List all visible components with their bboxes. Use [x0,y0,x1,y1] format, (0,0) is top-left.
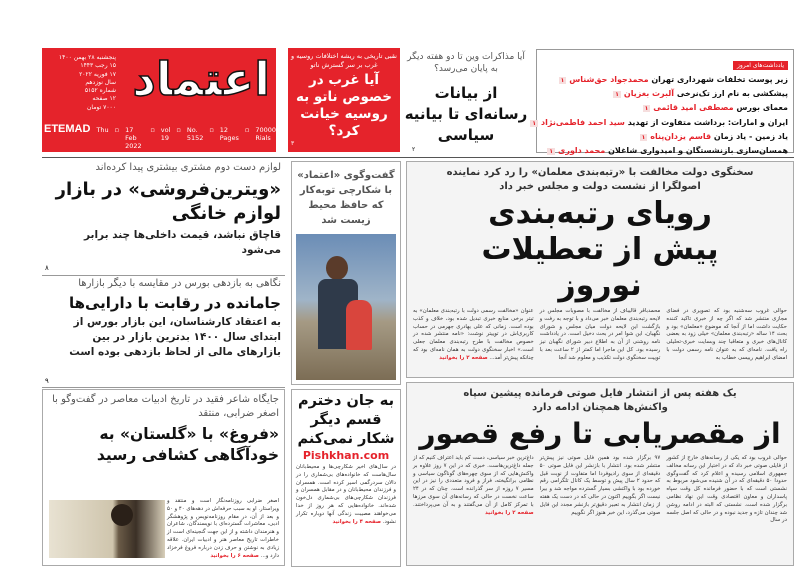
index-title: یادداشت‌های امروز [733,61,788,70]
logo-wordmark: اعتماد [132,52,270,106]
date-line: ۷۰۰۰ تومان [86,103,116,111]
footer-item: 12 Pages [219,126,239,142]
item-author: محمدجواد حق‌شناس [569,75,649,84]
headline: جامانده در رقابت با دارایی‌ها [68,294,281,312]
item-text: یاد زمین - یاد زمان [713,131,788,141]
headline: از مقصریابی تا رفع قصور [419,417,781,450]
item-author: محمد داوری [558,146,606,156]
read-more-link[interactable]: صفحه ۲ را بخوانید [485,509,534,516]
story-teacher-ranking[interactable] [406,161,794,378]
item-author: آلبرت بغزیان [623,89,675,99]
footer-item: 70000 Rials [255,126,276,142]
teaser-vienna[interactable] [404,48,528,152]
hunter-photo [296,234,396,380]
headline: آیا غرب در خصوص ناتو به روسیه خیانت کرد؟ [296,72,392,139]
story-body: اصغر ضرابی روزنامه‌نگار است و منتقد و ویراستار. او به سبب حرفه‌اش در دهه‌های ۴۰ و ۵۰ و بعد از آن، در مقام روزنامه‌نویس و پژوهشگر ادبی، معاشرات گسترده‌ای با نویسندگان، شاعران و هنرمندان داشته و از این جهت گنجینه‌ای است از خاطرات تاریخ معاصر هنر و ادبیات ایران. علاقه زیادی به نوشتن و حرف زدن درباره فروغ فرخزاد دارد و... صفحه ۶ را بخوانید [167,498,280,559]
page-number: ۸ [45,264,49,272]
item-text: زیر پوست تخلفات شهرداری تهران [651,75,788,84]
latin-name: ETEMAD [44,123,91,135]
item-author: سید احمد فاطمی‌نژاد [541,117,625,127]
divider [42,157,794,158]
story-columns [413,455,787,525]
story-column: ۹۷ برگزار شده بود همین فایل صوتی نیز پیش‌تر منتشر شده بود. انتشار با بازنشر این فایل صوتی ۵۰ دقیقه‌ای از سوی رادیوفردا اما متفاوت از نوبت قبل که حدود ۲ سال پیش و توسط یک کانال تلگرامی رقم خورده بود با واکنشی بسیار گسترده مواجه شد و بیرا نیست اگر بگوییم اکنون در حالی که در دست یک هفته از زمان انتشار به تعبیر دقیق‌تر بازنشر مجدد این فایل صوتی می‌گذرد، این خبر هنوز اگر نگوییم [539,455,661,516]
story-audio-file[interactable] [406,382,794,566]
date-line: سال نوزدهم [85,78,116,86]
story-stock-market[interactable] [42,277,285,386]
page-number: ۹ [45,377,49,385]
item-text: همسان‌سازی بازنشستگان و امیدواری شاغلان [608,146,788,156]
kicker: جایگاه شاعر فقید در تاریخ ادبیات معاصر در گفت‌وگو با اصغر ضرابی، منتقد [52,394,279,419]
item-page: ۱ [641,133,646,141]
kicker: نگاهی به بازدهی بورس در مقایسه با دیگر بازارها [78,278,281,289]
item-text: ایران و امارات: برداشت متفاوت از تهدید [627,117,788,127]
story-appliances[interactable] [42,161,285,273]
index-item[interactable] [542,130,788,144]
story-column: داغ‌ترین خبر سیاسی، دست کم باید اعتراف کنیم که از جمله داغ‌ترین‌هاست. خبری که در این ۷ روز علاوه بر واکنش‌هایی که از سوی چهره‌های گوناگون سیاسی و نظامی برانگیخته، فراز و فرود متعددی را نیز در این مسیر ۷ روزه از سر گذرانده است. چنان که در ۲۴ ساعت نخست در حالی که رسانه‌های آن سوی مرزها با تمرکز کامل از آن می‌گفتند و به آن می‌پرداختند. صفحه ۲ را بخوانید [412,455,534,516]
divider [42,387,285,388]
watermark: Pishkhan.com [302,449,390,462]
story-hunter[interactable] [291,389,401,567]
index-item[interactable] [542,87,788,101]
headline: «ویترین‌فروشی» در بازار لوازم خانگی [55,179,281,224]
divider [42,275,285,276]
item-page: ۱ [560,77,565,84]
kicker: نقبی تاریخی به ریشه اختلافات روسیه و غرب بر سر گسترش ناتو [291,52,397,69]
forough-photo [49,500,165,558]
date-info [46,54,116,112]
item-author: مصطفی امید قائمی [653,103,734,113]
story-forough[interactable] [42,389,285,566]
index-item[interactable] [542,101,788,115]
date-line: ۱۷ فوریه ۲۰۲۲ [79,70,116,78]
item-text: معمای بورس [736,103,788,113]
teaser-nato[interactable] [288,48,400,152]
headline: از بیانات رسانه‌ای تا بیانیه سیاسی [404,84,528,144]
story-hunter-teaser[interactable] [291,161,401,385]
notes-index [532,49,794,156]
item-author: قاسم یزدان‌پناه [650,131,712,141]
date-line: ۱۵ رجب ۱۴۴۳ [80,62,116,70]
item-page: ۱ [549,148,554,156]
read-more-link[interactable]: صفحه ۴ را بخوانید [332,518,382,525]
story-column: محمدباقر قالیباف از مخالفت با مصوبات مجلس در لایحه رتبه‌بندی معلمان خبر می‌داد و با توجه به رفت و بازگشت این لایحه دولت میان مجلس و شورای نگهبان، این شوا امر در بحث دخیل است. در یادداشت نامه روشنی از آن به اطلاع دبیر شورای نگهبان نیز رسیده بود. کل این ماجرا اما کمتر از ۲ ساعت بعد با توییت سخنگوی دولت تکذیب و معلوم شد آنجا [539,308,661,361]
subheadline: قاچاق نباشد، قیمت داخلی‌ها چند برابر می‌شود [83,229,281,256]
page-number: ۳ [291,140,295,147]
read-more-link[interactable]: صفحه ۶ را بخوانید [210,552,259,559]
date-line: پنجشنبه ۲۸ بهمن ۱۴۰۰ [58,54,116,61]
date-line: ۱۲ صفحه [92,95,116,103]
index-item[interactable] [542,73,788,87]
headline: «فروغ» با «گلستان» به خودآگاهی کشافی رسید [96,425,279,464]
item-text: پیشکشی به نام ارز تک‌نرخی [676,89,788,99]
kicker: یک هفته پس از انتشار فایل صوتی فرمانده پیشین سپاه واکنش‌ها همچنان ادامه دارد [463,388,737,413]
date-line: شماره ۵۱۵۲ [84,87,116,95]
kicker: سخنگوی دولت مخالفت با «رتبه‌بندی معلمان» را رد کرد نماینده اصولگرا از نشست دولت و مجلس خبر داد [446,167,754,192]
kicker: لوازم دست دوم مشتری بیشتری پیدا کرده‌اند [95,162,281,173]
masthead-footer: ETEMAD Thu ▫ 17 Feb 2022 ▫ vol 19 ▫ No. 5152 ▫ 12 Pages ▫ 70000 Rials [44,123,276,150]
story-column: عنوان «مخالفت رسمی دولت با رتبه‌بندی معلمان» به تیتر برخی منابع خبری تبدیل شده بود، خلاف و کذب بوده است. زمانی که علی بهادری جهرمی در حساب کاربری‌اش در توییتر نوشت: «نامه منتشر شده در خصوص مخالفت با طرح رتبه‌بندی معلمان جعلی است.» اخبار سخنگوی دولت به همان نامه‌ای بود که چنانکه پیش‌تر آمد... صفحه ۲ را بخوانید [412,308,534,361]
item-page: ۱ [532,119,537,127]
item-page: ۱ [615,91,619,99]
story-column: حوالی غروب بود که یکی از رسانه‌های خارج از کشور از فایلی صوتی خبر داد که در اختیار این رسانه مخالف جمهوری اسلامی رسیده و اعلام کرد که گفت‌وگوی حدودا ۵۰ دقیقه‌ای که در آن شنیده می‌شود مربوط به نشستی است که با حضور فرمانده کل وقت سپاه پاسداران و معاون اقتصادی وقت این نهاد نظامی برگزار شده است. نشستی که البته در ادامه روشن شد چندان تازه و جدید نبوده و در حالی که اصل جلسه در سال [666,455,787,524]
story-body: در سال‌های اخیر شکارچی‌ها و محیط‌بانان سال‌هاست که خانواده‌های بی‌شماری را در دالان سردرگمی اسیر کرده است. همسران و فرزندان محیط‌بانان و در مقابل همسران و فرزندان شکارچی‌های بی‌شماری دل‌خون شده‌اند. خانواده‌هایی که هر روز از خدا می‌خواهند مصیبت زندگی آنها دوباره تکرار نشود. صفحه ۴ را بخوانید [296,464,396,525]
kicker: آیا مذاکرات وین تا دو هفته دیگر به پایان می‌رسد؟ [407,52,525,74]
item-page: ۱ [644,105,649,113]
read-more-link[interactable]: صفحه ۲ را بخوانید [439,354,488,361]
story-columns [413,308,787,363]
kicker: گفت‌وگوی «اعتماد» با شکارچی توبه‌کار که حافظ محیط زیست شد [297,170,395,226]
portrait-figure [111,504,133,526]
index-item[interactable] [532,116,788,130]
footer-item: vol 19 [160,126,171,142]
headline: رویای رتبه‌بندی پیش از تعطیلات نوروز [481,196,719,303]
page-number: ۲ [412,146,416,153]
footer-item: Thu [96,126,109,134]
child-figure [346,300,372,350]
headline: به جان دخترم قسم دیگر شکار نمی‌کنم [297,393,395,447]
man-head [326,256,348,280]
subheadline: به اعتقاد کارشناسان، این بازار بورس از ابتدای سال ۱۴۰۰ بدترین بازار در بین بازارهای مالی از لحاظ بازدهی بوده است [69,316,281,358]
footer-item: No. 5152 [186,126,204,142]
footer-item: 17 Feb 2022 [125,126,142,150]
story-column: حوالی غروب سه‌شنبه بود که تصویری در فضای مجازی منتشر شد که اگر چه از خبری تاکید کننده حکایت داشت اما از آنجا که موضوع «معلمان» بود و بحث ۱۴ ساله «رتبه‌بندی معلمان» خیلی زود به بعضی کانال‌های خبری و متعاقبا چند وبسایت خبری-تحلیلی راه یافت. نامه‌ای که به عنوان نامه رسمی دولت با امضای ابراهیم رییسی خطاب به [666,308,787,361]
masthead-logo [42,48,276,152]
